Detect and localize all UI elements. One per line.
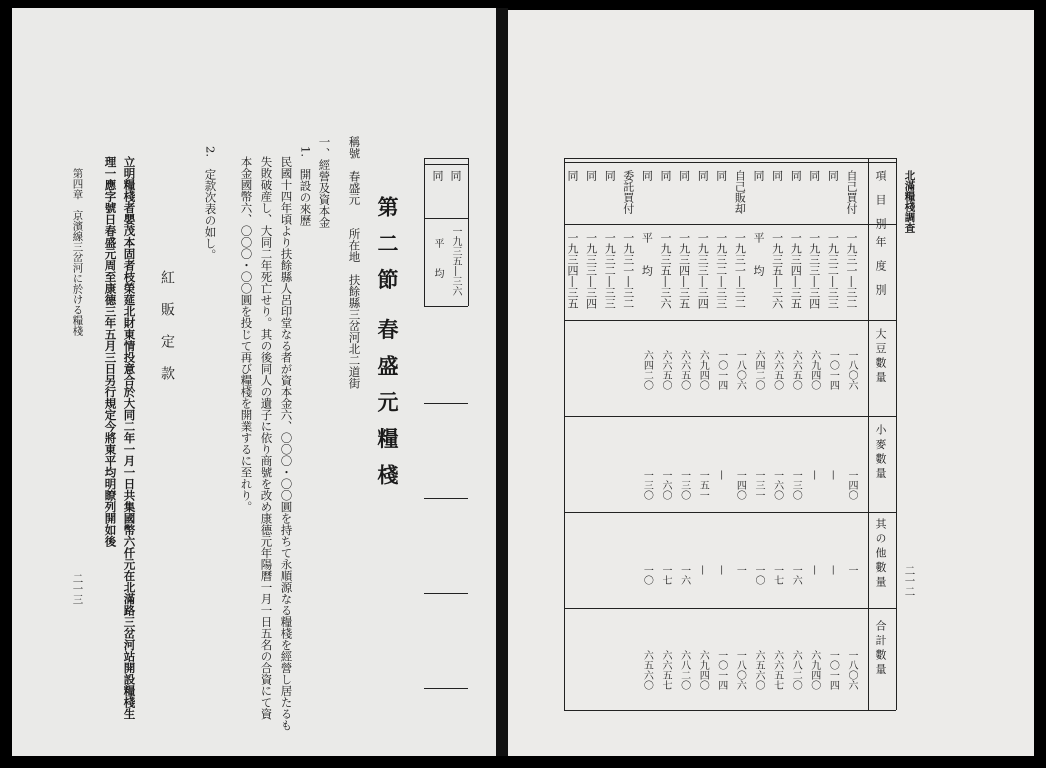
table-cell-wheat: 一三〇 (641, 470, 653, 500)
table-cell-item: 同 (752, 170, 765, 181)
cont-row1-year: 一九三五―三六 (450, 226, 461, 296)
col-header-soy: 大 豆 數 量 (874, 328, 887, 383)
table-cell-year: 一九三二―三三 (826, 232, 840, 309)
table-cell-wheat: — (808, 470, 820, 480)
table-cell-total: 一〇一四 (715, 650, 727, 690)
page-number-right: 二一二 (903, 565, 916, 597)
table-cell-wheat: 一五一 (697, 470, 709, 500)
table-cell-soy: 一〇一四 (715, 350, 727, 390)
contract-line-1: 立明糧棧者嬰茂本固者枝榮莚北財東情投意合於大同二年一月一日共集國幣六仟元在北滿路三岔河站開設糧棧生 (122, 156, 137, 720)
heading-management-capital: 一、經營及資本金 (317, 136, 332, 228)
page-number-left: 二一三 (71, 573, 84, 605)
table-cell-total: 一八〇六 (734, 650, 746, 690)
table-cell-wheat: 一三〇 (678, 470, 690, 500)
table-cell-total: 六五六〇 (753, 650, 764, 690)
cont-row2-item: 同 (431, 170, 444, 181)
table-cell-year: 一九三三―三四 (584, 232, 598, 309)
cont-row2-year: 平 均 (432, 238, 443, 278)
section-title: 第 二 節 春 盛 元 糧 棧 (375, 196, 400, 489)
table-cell-other: — (715, 565, 727, 575)
table-cell-item: 同 (677, 170, 691, 181)
right-page (508, 10, 1034, 756)
table-cell-year: 一九三四―三五 (566, 232, 579, 309)
cont-row1-item: 同 (449, 170, 462, 181)
table-cell-other: 一六 (790, 565, 802, 585)
table-cell-other: 一六 (678, 565, 690, 585)
table-cell-other: 一 (734, 565, 746, 575)
table-cell-year: 一九三二―三三 (603, 232, 617, 309)
table-cell-year: 一九三一―三二 (621, 232, 635, 309)
table-cell-year: 一九三三―三四 (696, 232, 710, 309)
table-cell-year: 一九三五―三六 (770, 232, 784, 309)
running-title: 北滿糧棧調査 (903, 170, 916, 233)
table-cell-soy: 六六五〇 (771, 350, 783, 390)
col-header-year: 年 度 別 (874, 236, 887, 296)
table-cell-total: 六六五七 (660, 650, 671, 690)
table-cell-total: 六六五七 (771, 650, 783, 690)
table-cell-soy: 一八〇六 (846, 350, 857, 390)
table-cell-total: 六九四〇 (697, 650, 709, 690)
table-cell-year: 一九三五―三六 (659, 232, 672, 309)
table-cell-year: 一九三三―三四 (807, 232, 821, 309)
table-cell-soy: 六六五〇 (660, 350, 671, 390)
table-cell-item: 自己買付 (845, 170, 858, 214)
table-cell-other: 一〇 (641, 565, 653, 585)
table-cell-total: 六五六〇 (641, 650, 653, 690)
table-cell-soy: 六九四〇 (808, 350, 820, 390)
table-cell-other: — (808, 565, 820, 575)
table-cell-soy: 六四二〇 (753, 350, 764, 390)
table-cell-soy: 六六五〇 (790, 350, 802, 390)
col-header-item: 項 目 別 (874, 170, 887, 230)
table-cell-other: — (697, 565, 709, 575)
paragraph-line-1: 民國十四年頃より扶餘縣人呂印堂なる者が資本金六、〇〇〇・〇〇圓を持ちて永順源なる糧棧を經營し居たるも (279, 156, 294, 731)
subheading-history: 1. 開設の來歷 (298, 146, 313, 226)
table-cell-year: 平 均 (752, 232, 765, 276)
book-gutter (496, 8, 508, 756)
contract-line-2: 理一應字號日春盛元周至康德三年五月三日另行規定今將東平均明瞭列開如後 (103, 156, 118, 547)
table-cell-item: 同 (807, 170, 821, 181)
table-cell-soy: 六六五〇 (678, 350, 690, 390)
table-cell-item: 同 (659, 170, 672, 181)
firm-info-line: 稱號 春盛元 所在地 扶餘縣三岔河北二道街 (347, 136, 362, 389)
col-header-other: 其 の 他 數 量 (874, 518, 887, 587)
table-cell-year: 平 均 (640, 232, 654, 276)
table-cell-soy: 一〇一四 (827, 350, 839, 390)
table-cell-wheat: 一三一 (753, 470, 764, 500)
table-cell-soy: 六四二〇 (641, 350, 653, 390)
table-cell-wheat: — (715, 470, 727, 480)
table-cell-item: 同 (584, 170, 598, 181)
table-cell-wheat: 一六〇 (660, 470, 671, 500)
table-cell-year: 一九三四―三五 (789, 232, 803, 309)
table-cell-item: 自己販却 (733, 170, 747, 214)
table-cell-year: 一九三一―三二 (733, 232, 747, 309)
left-page (12, 8, 496, 756)
col-header-total: 合 計 數 量 (874, 620, 887, 675)
table-cell-year: 一九三四―三五 (677, 232, 691, 309)
table-cell-item: 同 (789, 170, 803, 181)
subheading-articles: 2. 定款次表の如し。 (203, 146, 218, 261)
table-cell-year: 一九三二―三三 (714, 232, 728, 309)
table-cell-item: 同 (714, 170, 728, 181)
col-header-wheat: 小 麥 數 量 (874, 424, 887, 479)
table-cell-soy: 一八〇六 (734, 350, 746, 390)
table-cell-item: 同 (770, 170, 784, 181)
table-cell-wheat: 一三〇 (790, 470, 802, 500)
paragraph-line-2: 失敗破産し、大同二年死亡せり。其の後同人の遺子に依り商號を改め康德元年陽曆一月一日五名の合資にて資 (259, 156, 274, 720)
table-cell-soy: 六九四〇 (697, 350, 709, 390)
table-cell-item: 同 (640, 170, 654, 181)
table-cell-total: 六八二〇 (678, 650, 690, 690)
chapter-footer: 第四章 京濱線三岔河に於ける糧棧 (71, 168, 84, 336)
table-cell-year: 一九三一―三二 (845, 232, 858, 309)
table-cell-item: 同 (603, 170, 617, 181)
table-cell-item: 同 (566, 170, 579, 181)
table-cell-total: 六八二〇 (790, 650, 802, 690)
table-cell-item: 同 (826, 170, 840, 181)
table-cell-other: 一七 (660, 565, 671, 585)
table-cell-total: 六九四〇 (808, 650, 820, 690)
table-cell-total: 一〇一四 (827, 650, 839, 690)
articles-heading: 紅 販 定 款 (159, 270, 175, 382)
table-cell-other: 一〇 (753, 565, 764, 585)
table-cell-wheat: — (827, 470, 839, 480)
table-cell-total: 一八〇六 (846, 650, 857, 690)
table-cell-other: 一七 (771, 565, 783, 585)
table-cell-item: 同 (696, 170, 710, 181)
table-cell-other: 一 (846, 565, 857, 575)
table-cell-other: — (827, 565, 839, 575)
paragraph-line-3: 本金國幣六、〇〇〇・〇〇圓を投じて再び糧棧を開業するに至れり。 (239, 156, 254, 513)
table-cell-item: 委託買付 (621, 170, 635, 214)
table-cell-wheat: 一六〇 (771, 470, 783, 500)
table-cell-wheat: 一四〇 (734, 470, 746, 500)
table-cell-wheat: 一四〇 (846, 470, 857, 500)
